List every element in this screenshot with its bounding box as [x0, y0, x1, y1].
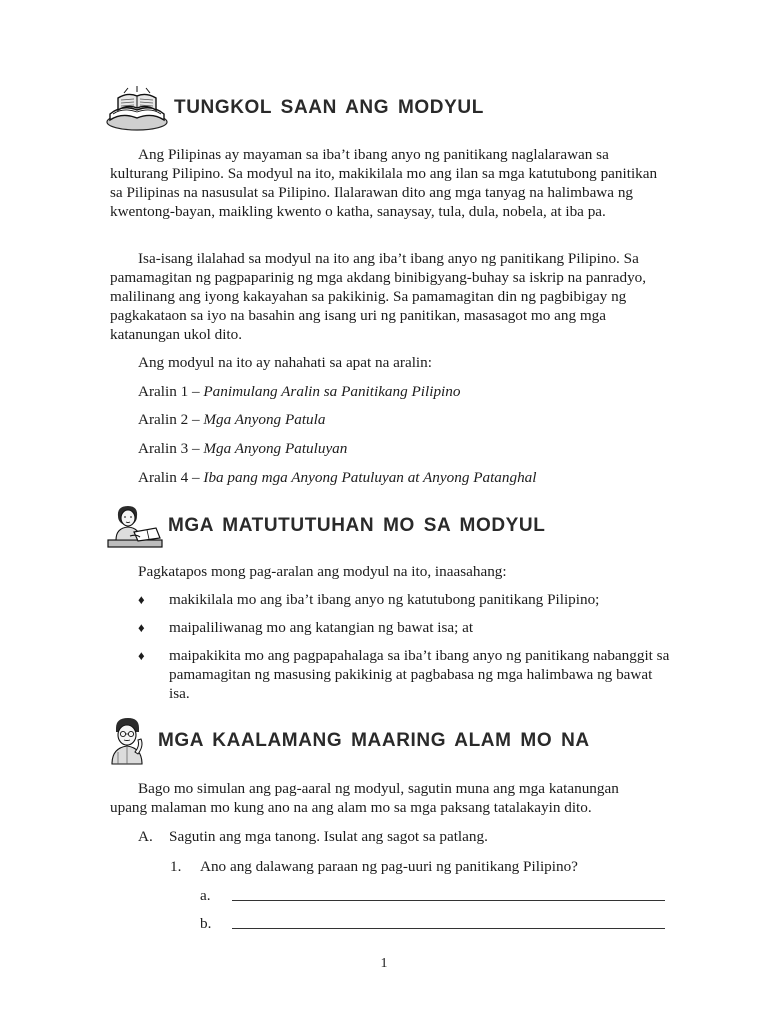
page-number: 1 — [380, 956, 388, 971]
section-heading-about — [104, 83, 484, 133]
section-heading-pretest — [104, 716, 590, 766]
pretest-part-a: A. Sagutin ang mga tanong. Isulat ang sagot sa patlang. — [138, 828, 488, 845]
pretest-lead: Bago mo simulan ang pag-aaral ng modyul, sagutin muna ang mga katanungan upang malaman mo kung ano na ang alam mo sa mga paksang tatalakayin dito. — [110, 780, 619, 816]
lesson-item: Aralin 2 – Mga Anyong Patula — [138, 411, 326, 428]
intro-paragraph-2: Isa-isang ilalahad sa modyul na ito ang iba’t ibang anyo ng panitikang Pilipino. Sa pamamagitan ng pagpaparinig ng mga akdang binibigyang-buhay sa iskrip na panradyo, malilinang ang iyong kakayahan sa pakikinig. Sa pamamagitan din ng pagbibigay ng pagkakataon sa iyo na basahin ang isang uri ng panitikan, masasagot mo ang mga katanungan ukol dito. — [110, 250, 647, 343]
diamond-bullet-icon: ♦ — [138, 648, 145, 663]
open-book-icon — [104, 84, 170, 132]
answer-blank-a[interactable] — [232, 900, 665, 901]
answer-label-a: a. — [200, 887, 211, 904]
objectives-lead: Pagkatapos mong pag-aralan ang modyul na ito, inaasahang: — [138, 563, 507, 580]
student-reading-icon — [104, 502, 164, 550]
objective-item: ♦ makikilala mo ang iba’t ibang anyo ng katutubong panitikang Pilipino; — [138, 591, 600, 608]
question-1: 1. Ano ang dalawang paraan ng pag-uuri ng panitikang Pilipino? — [170, 858, 578, 875]
diamond-bullet-icon: ♦ — [138, 620, 145, 635]
objective-item: ♦ maipaliliwanag mo ang katangian ng bawat isa; at — [138, 619, 474, 636]
section-title-about: TUNGKOL SAAN ANG MODYUL — [174, 97, 484, 118]
section-title-pretest: MGA KAALAMANG MAARING ALAM MO NA — [158, 730, 590, 751]
answer-label-b: b. — [200, 915, 212, 932]
lesson-item: Aralin 4 – Iba pang mga Anyong Patuluyan at Anyong Patanghal — [138, 469, 537, 486]
diamond-bullet-icon: ♦ — [138, 592, 145, 607]
section-heading-objectives — [104, 501, 545, 551]
intro-paragraph-1: Ang Pilipinas ay mayaman sa iba’t ibang anyo ng panitikang naglalarawan sa kulturang Pilipino. Sa modyul na ito, makikilala mo ang ilan sa mga katutubong panitikan sa Pilipinas na nasusulat sa Pilipino. Ilalarawan dito ang mga tanyag na halimbawa ng kwentong-bayan, maikling kwento o katha, sanaysay, tula, dula, nobela, at iba pa. — [110, 146, 658, 220]
section-title-objectives: MGA MATUTUTUHAN MO SA MODYUL — [168, 515, 546, 536]
answer-blank-b[interactable] — [232, 928, 665, 929]
student-thinking-icon — [104, 716, 154, 766]
objective-item: ♦ maipakikita mo ang pagpapahalaga sa iba’t ibang anyo ng panitikang nabanggit sa pamamagitan ng masusing pakikinig at pagbabasa ng mga halimbawa ng bawat isa. — [138, 647, 670, 702]
lesson-item: Aralin 3 – Mga Anyong Patuluyan — [138, 440, 348, 457]
intro-paragraph-3: Ang modyul na ito ay nahahati sa apat na aralin: — [138, 354, 432, 371]
lesson-item: Aralin 1 – Panimulang Aralin sa Panitikang Pilipino — [138, 383, 461, 400]
